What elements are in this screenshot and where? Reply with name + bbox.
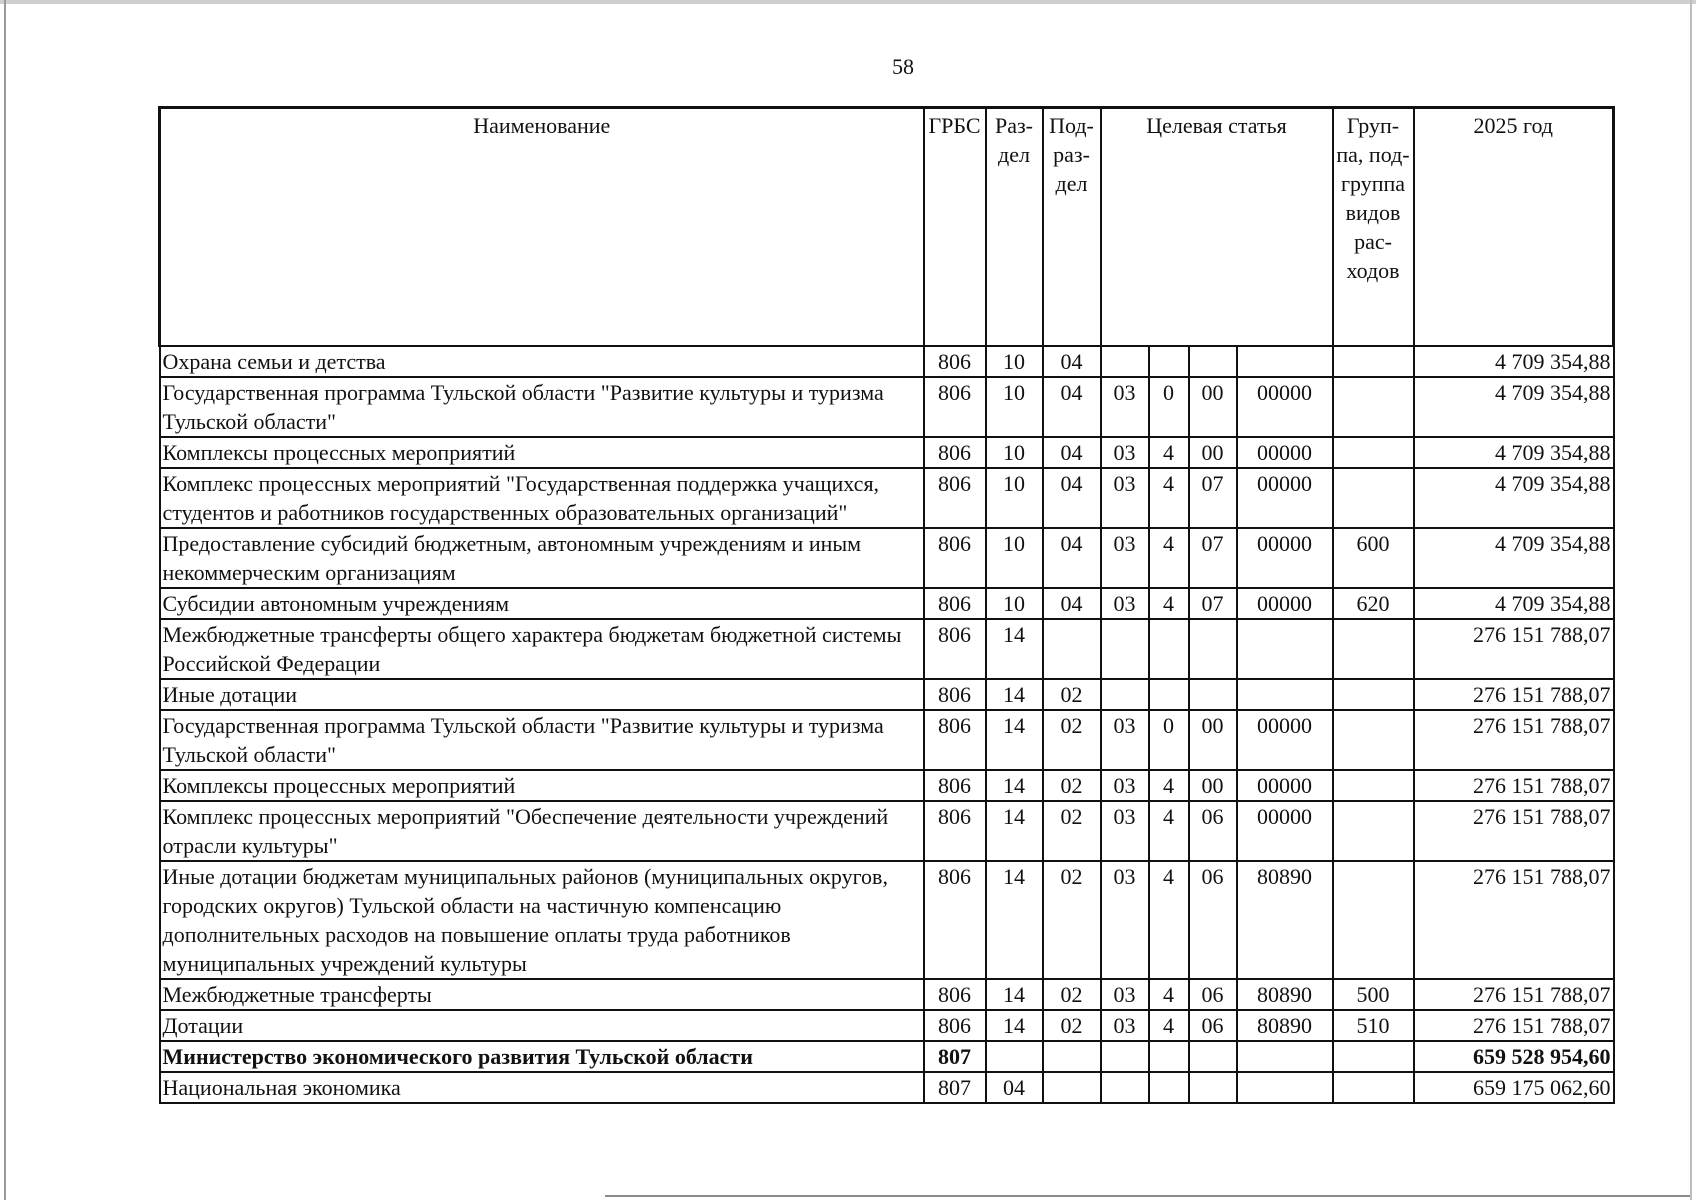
row-podrazdel: 02 <box>1043 979 1101 1010</box>
row-target-direction <box>1237 1041 1333 1072</box>
row-name: Субсидии автономным учреждениям <box>160 588 924 619</box>
table-row <box>160 377 1614 437</box>
row-podrazdel: 04 <box>1043 346 1101 377</box>
row-target-direction <box>1237 346 1333 377</box>
row-target-program: 03 <box>1101 710 1149 770</box>
row-razdel: 10 <box>986 468 1043 528</box>
row-target-element: 00 <box>1189 437 1237 468</box>
row-podrazdel: 04 <box>1043 437 1101 468</box>
row-grbs: 806 <box>924 861 986 979</box>
header-group: Груп- па, под- группа видов рас- ходов <box>1333 108 1414 347</box>
row-expense-group: 500 <box>1333 979 1414 1010</box>
row-target-program <box>1101 346 1149 377</box>
row-name: Иные дотации бюджетам муниципальных районов (муниципальных округов, городских округов) Тульской области на частичную компенсацию дополнительных расходов на повышение оплаты труда работников муниципальных учреждений культуры <box>160 861 924 979</box>
row-target-element <box>1189 1041 1237 1072</box>
row-target-element <box>1189 1072 1237 1103</box>
row-target-type: 4 <box>1149 861 1189 979</box>
row-target-element: 00 <box>1189 377 1237 437</box>
row-target-type: 0 <box>1149 377 1189 437</box>
table-row <box>160 437 1614 468</box>
row-target-type: 4 <box>1149 588 1189 619</box>
row-amount: 276 151 788,07 <box>1414 979 1614 1010</box>
row-expense-group <box>1333 679 1414 710</box>
row-amount: 276 151 788,07 <box>1414 1010 1614 1041</box>
row-amount: 659 175 062,60 <box>1414 1072 1614 1103</box>
row-target-direction: 00000 <box>1237 588 1333 619</box>
row-target-program <box>1101 1041 1149 1072</box>
row-target-type <box>1149 679 1189 710</box>
row-razdel: 14 <box>986 1010 1043 1041</box>
row-grbs: 807 <box>924 1072 986 1103</box>
row-target-direction: 80890 <box>1237 861 1333 979</box>
row-target-element: 07 <box>1189 588 1237 619</box>
row-target-direction <box>1237 1072 1333 1103</box>
table-row <box>160 979 1614 1010</box>
table-row <box>160 619 1614 679</box>
row-razdel: 14 <box>986 710 1043 770</box>
row-amount: 4 709 354,88 <box>1414 528 1614 588</box>
row-razdel: 10 <box>986 528 1043 588</box>
header-name: Наименование <box>160 108 924 347</box>
row-expense-group <box>1333 468 1414 528</box>
row-razdel: 14 <box>986 801 1043 861</box>
row-target-program: 03 <box>1101 801 1149 861</box>
row-target-type: 0 <box>1149 710 1189 770</box>
row-grbs: 806 <box>924 801 986 861</box>
row-podrazdel <box>1043 1041 1101 1072</box>
scan-edge-left <box>4 0 6 1200</box>
row-name: Охрана семьи и детства <box>160 346 924 377</box>
row-target-program: 03 <box>1101 979 1149 1010</box>
row-amount: 276 151 788,07 <box>1414 679 1614 710</box>
row-razdel: 10 <box>986 437 1043 468</box>
row-name: Государственная программа Тульской области "Развитие культуры и туризма Тульской области" <box>160 377 924 437</box>
row-target-element: 07 <box>1189 468 1237 528</box>
row-target-type <box>1149 1072 1189 1103</box>
table-row <box>160 770 1614 801</box>
row-expense-group <box>1333 770 1414 801</box>
row-podrazdel <box>1043 1072 1101 1103</box>
row-razdel: 14 <box>986 861 1043 979</box>
header-grbs: ГРБС <box>924 108 986 347</box>
header-year: 2025 год <box>1414 108 1614 347</box>
row-target-element: 00 <box>1189 770 1237 801</box>
budget-table <box>158 106 1615 1104</box>
row-podrazdel <box>1043 619 1101 679</box>
row-razdel: 04 <box>986 1072 1043 1103</box>
row-expense-group <box>1333 861 1414 979</box>
row-target-element: 06 <box>1189 979 1237 1010</box>
row-name: Министерство экономического развития Тульской области <box>160 1041 924 1072</box>
row-grbs: 806 <box>924 770 986 801</box>
row-name: Комплекс процессных мероприятий "Обеспечение деятельности учреждений отрасли культуры" <box>160 801 924 861</box>
row-target-type: 4 <box>1149 801 1189 861</box>
row-name: Комплексы процессных мероприятий <box>160 770 924 801</box>
row-target-element: 07 <box>1189 528 1237 588</box>
row-target-direction <box>1237 679 1333 710</box>
row-podrazdel: 04 <box>1043 468 1101 528</box>
row-name: Национальная экономика <box>160 1072 924 1103</box>
row-grbs: 806 <box>924 468 986 528</box>
row-razdel: 10 <box>986 588 1043 619</box>
row-name: Межбюджетные трансферты <box>160 979 924 1010</box>
row-target-program: 03 <box>1101 588 1149 619</box>
table-row <box>160 346 1614 377</box>
row-podrazdel: 02 <box>1043 679 1101 710</box>
row-target-element: 06 <box>1189 861 1237 979</box>
row-amount: 659 528 954,60 <box>1414 1041 1614 1072</box>
row-razdel: 10 <box>986 377 1043 437</box>
row-name: Иные дотации <box>160 679 924 710</box>
row-expense-group <box>1333 619 1414 679</box>
row-grbs: 806 <box>924 346 986 377</box>
row-amount: 4 709 354,88 <box>1414 377 1614 437</box>
row-name: Государственная программа Тульской области "Развитие культуры и туризма Тульской области" <box>160 710 924 770</box>
row-razdel: 14 <box>986 979 1043 1010</box>
row-amount: 4 709 354,88 <box>1414 437 1614 468</box>
row-target-program: 03 <box>1101 861 1149 979</box>
row-podrazdel: 04 <box>1043 588 1101 619</box>
row-target-program: 03 <box>1101 468 1149 528</box>
table-body <box>160 346 1614 1103</box>
row-target-program <box>1101 1072 1149 1103</box>
row-target-program <box>1101 619 1149 679</box>
row-expense-group <box>1333 1041 1414 1072</box>
scan-line-bottom <box>605 1195 1690 1197</box>
table-row <box>160 801 1614 861</box>
row-target-direction: 00000 <box>1237 468 1333 528</box>
row-grbs: 806 <box>924 710 986 770</box>
row-podrazdel: 02 <box>1043 1010 1101 1041</box>
row-amount: 276 151 788,07 <box>1414 710 1614 770</box>
row-target-program: 03 <box>1101 770 1149 801</box>
row-razdel: 14 <box>986 679 1043 710</box>
table-row <box>160 528 1614 588</box>
row-target-type <box>1149 619 1189 679</box>
row-target-element: 00 <box>1189 710 1237 770</box>
header-row <box>160 108 1614 347</box>
row-amount: 276 151 788,07 <box>1414 801 1614 861</box>
row-razdel: 10 <box>986 346 1043 377</box>
row-razdel <box>986 1041 1043 1072</box>
table-row <box>160 588 1614 619</box>
row-target-direction: 00000 <box>1237 770 1333 801</box>
row-podrazdel: 04 <box>1043 377 1101 437</box>
row-target-element <box>1189 346 1237 377</box>
row-expense-group: 510 <box>1333 1010 1414 1041</box>
row-expense-group <box>1333 710 1414 770</box>
row-target-direction: 00000 <box>1237 801 1333 861</box>
table-row <box>160 710 1614 770</box>
row-name: Межбюджетные трансферты общего характера бюджетам бюджетной системы Российской Федерации <box>160 619 924 679</box>
row-grbs: 806 <box>924 979 986 1010</box>
row-target-direction <box>1237 619 1333 679</box>
row-target-direction: 00000 <box>1237 710 1333 770</box>
row-target-element <box>1189 619 1237 679</box>
row-expense-group <box>1333 801 1414 861</box>
row-target-type: 4 <box>1149 437 1189 468</box>
row-expense-group: 620 <box>1333 588 1414 619</box>
row-target-type: 4 <box>1149 528 1189 588</box>
header-razdel: Раз- дел <box>986 108 1043 347</box>
row-amount: 4 709 354,88 <box>1414 588 1614 619</box>
header-podrazdel: Под- раз- дел <box>1043 108 1101 347</box>
row-amount: 4 709 354,88 <box>1414 468 1614 528</box>
row-target-program: 03 <box>1101 528 1149 588</box>
row-target-element: 06 <box>1189 1010 1237 1041</box>
row-target-direction: 00000 <box>1237 377 1333 437</box>
row-amount: 276 151 788,07 <box>1414 619 1614 679</box>
row-grbs: 806 <box>924 528 986 588</box>
row-razdel: 14 <box>986 770 1043 801</box>
row-grbs: 806 <box>924 1010 986 1041</box>
row-grbs: 806 <box>924 679 986 710</box>
row-name: Комплексы процессных мероприятий <box>160 437 924 468</box>
row-target-type <box>1149 346 1189 377</box>
scan-edge-right <box>1690 0 1692 1200</box>
row-target-type: 4 <box>1149 468 1189 528</box>
row-target-element: 06 <box>1189 801 1237 861</box>
row-expense-group <box>1333 377 1414 437</box>
row-name: Предоставление субсидий бюджетным, автономным учреждениям и иным некоммерческим организациям <box>160 528 924 588</box>
table-row <box>160 1072 1614 1103</box>
row-amount: 276 151 788,07 <box>1414 861 1614 979</box>
table-row <box>160 1010 1614 1041</box>
row-target-direction: 80890 <box>1237 1010 1333 1041</box>
row-target-type <box>1149 1041 1189 1072</box>
row-name: Комплекс процессных мероприятий "Государственная поддержка учащихся, студентов и работников государственных образовательных организаций" <box>160 468 924 528</box>
row-podrazdel: 02 <box>1043 801 1101 861</box>
row-expense-group <box>1333 437 1414 468</box>
scan-edge-top <box>0 0 1696 4</box>
row-target-type: 4 <box>1149 1010 1189 1041</box>
row-grbs: 807 <box>924 1041 986 1072</box>
row-amount: 276 151 788,07 <box>1414 770 1614 801</box>
row-target-program: 03 <box>1101 1010 1149 1041</box>
table-row <box>160 468 1614 528</box>
row-expense-group: 600 <box>1333 528 1414 588</box>
row-target-type: 4 <box>1149 979 1189 1010</box>
row-name: Дотации <box>160 1010 924 1041</box>
row-expense-group <box>1333 1072 1414 1103</box>
row-target-program: 03 <box>1101 437 1149 468</box>
row-target-direction: 80890 <box>1237 979 1333 1010</box>
page-number: 58 <box>892 54 914 79</box>
row-amount: 4 709 354,88 <box>1414 346 1614 377</box>
row-target-direction: 00000 <box>1237 437 1333 468</box>
row-target-direction: 00000 <box>1237 528 1333 588</box>
table-row <box>160 679 1614 710</box>
row-target-program <box>1101 679 1149 710</box>
row-expense-group <box>1333 346 1414 377</box>
row-podrazdel: 02 <box>1043 710 1101 770</box>
row-grbs: 806 <box>924 619 986 679</box>
row-podrazdel: 02 <box>1043 861 1101 979</box>
header-target: Целевая статья <box>1101 108 1333 347</box>
row-target-program: 03 <box>1101 377 1149 437</box>
table-row <box>160 1041 1614 1072</box>
row-target-type: 4 <box>1149 770 1189 801</box>
row-target-element <box>1189 679 1237 710</box>
row-grbs: 806 <box>924 437 986 468</box>
row-podrazdel: 04 <box>1043 528 1101 588</box>
row-podrazdel: 02 <box>1043 770 1101 801</box>
row-grbs: 806 <box>924 588 986 619</box>
row-grbs: 806 <box>924 377 986 437</box>
row-razdel: 14 <box>986 619 1043 679</box>
table-row <box>160 861 1614 979</box>
